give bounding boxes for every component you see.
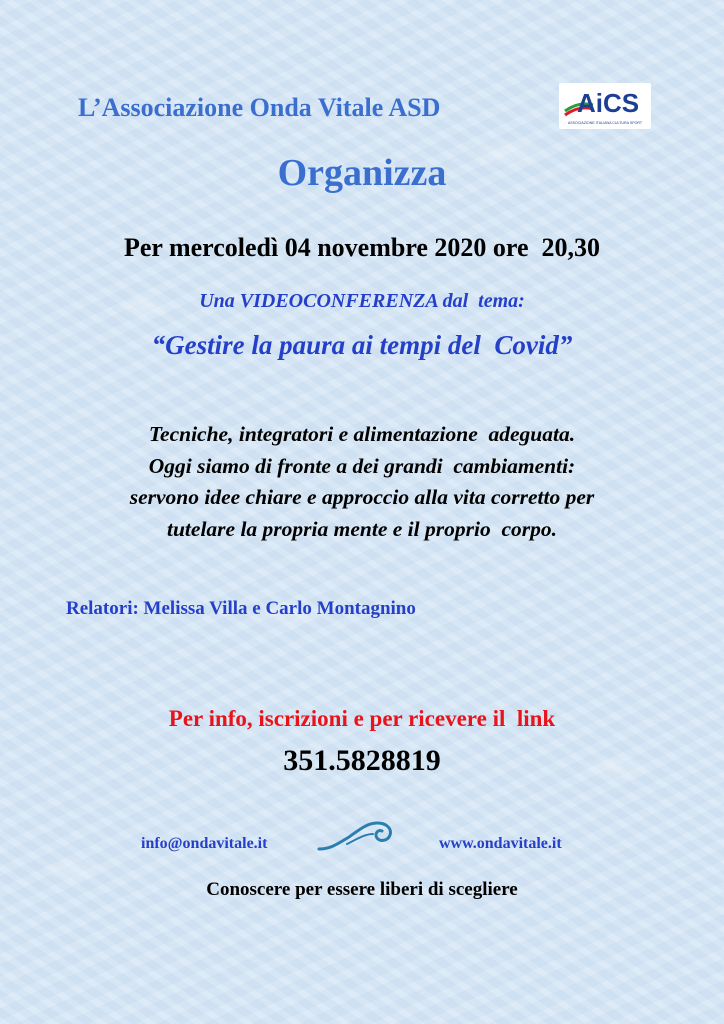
event-date: Per mercoledì 04 novembre 2020 ore 20,30 <box>123 233 601 262</box>
aics-logo <box>559 83 651 129</box>
speakers: Relatori: Melissa Villa e Carlo Montagnino <box>66 598 416 619</box>
phone-number[interactable]: 351.5828819 <box>283 744 441 777</box>
aics-logo-icon <box>559 83 651 129</box>
email-link[interactable]: info@ondavitale.it <box>141 835 268 852</box>
page-title: Organizza <box>277 152 447 194</box>
motto: Conoscere per essere liberi di scegliere <box>206 879 518 900</box>
wave-icon <box>317 813 397 855</box>
event-intro: Una VIDEOCONFERENZA dal tema: <box>199 290 525 312</box>
description-line: Oggi siamo di fronte a dei grandi cambiamenti: <box>148 453 576 478</box>
info-line: Per info, iscrizioni e per ricevere il link <box>168 706 556 731</box>
svg-text:AiCS: AiCS <box>577 88 640 118</box>
description-line: tutelare la propria mente e il proprio corpo. <box>167 516 557 541</box>
description-line: servono idee chiare e approccio alla vita corretto per <box>129 485 595 509</box>
event-topic: “Gestire la paura ai tempi del Covid” <box>151 330 573 360</box>
website-link[interactable]: www.ondavitale.it <box>439 835 562 852</box>
description-line: Tecniche, integratori e alimentazione adeguata. <box>148 422 576 446</box>
association-name: L’Associazione Onda Vitale ASD <box>78 93 441 122</box>
event-description <box>0 419 724 545</box>
svg-text:ASSOCIAZIONE ITALIANA CULTURA: ASSOCIAZIONE ITALIANA CULTURA SPORT <box>567 121 643 125</box>
